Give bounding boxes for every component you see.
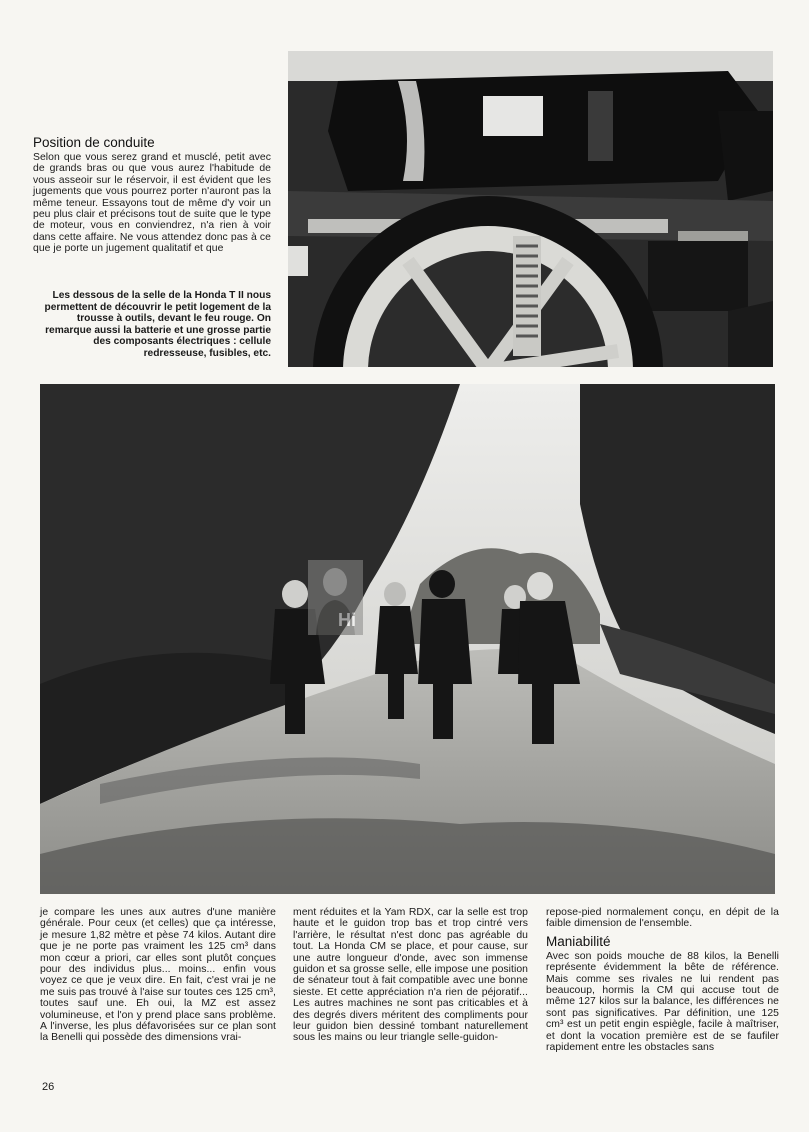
column-3-maniabilite-text: Avec son poids mouche de 88 kilos, la Benelli représente évidemment la bête de référence. Mais comme ses rivales ne lui rendent pas beaucoup, hormis la CM qui accuse tout de même 127 kilos sur la balance, les différences ne sont pas significatives. Par définition, une 125 cm³ est un petit engin espiègle, facile à maîtriser, et dont la vocation première est de se faufiler rapidement entre les obstacles sans: [546, 950, 779, 1054]
riders-forest-illustration: [40, 384, 775, 894]
watermark-text: Hi: [338, 610, 356, 630]
seat-photo-caption-block: [33, 290, 271, 360]
seat-underside-illustration: [288, 51, 773, 367]
column-2-text: ment réduites et la Yam RDX, car la selle est trop haute et le guidon trop bas et trop cintré vers l'arrière, le résultat n'est donc pas agréable du tout. La Honda CM se place, et pour cause, sur une autre longueur d'onde, avec son immense guidon et sa grosse selle, elle impose une position de sénateur tout à fait compatible avec une bonne sieste. Et cette appréciation n'a rien de péjoratif... Les autres machines ne sont pas criticables et à des degrés divers méritent des compliments pour leur guidon bien dessiné tombant naturellement sous les mains ou leur triangle selle-guidon-: [293, 907, 528, 1044]
page-number: 26: [42, 1081, 55, 1093]
column-3: [546, 907, 779, 1053]
seat-underside-photo: [288, 51, 773, 367]
seat-photo-caption: Les dessous de la selle de la Honda T II nous permettent de découvrir le petit logement de la trousse à outils, devant le feu rouge. On remarque aussi la batterie et une grosse partie des composants électriques : cellule redresseuse, fusibles, etc.: [44, 290, 271, 359]
column-1: [40, 907, 276, 1044]
position-intro-text: Selon que vous serez grand et musclé, petit avec de grands bras ou que vous aurez l'habitude de vous asseoir sur le réservoir, il est évident que les jugements que vous pourrez porter n'auront pas la même teneur. Essayons tout de même d'y voir un peu plus clair et précisons tout de suite que le type de moteur, vous en conviendrez, n'a rien à voir dans cette affaire. Ne vous attendez donc pas à ce que je porte un jugement qualitatif et que: [33, 152, 271, 255]
section-title-position: Position de conduite: [33, 135, 155, 150]
position-section: [33, 135, 271, 255]
riders-forest-road-photo: [40, 384, 775, 894]
column-2: [293, 907, 528, 1044]
watermark-logo: [308, 560, 363, 635]
column-3-top-text: repose-pied normalement conçu, en dépit de la faible dimension de l'ensemble.: [546, 907, 779, 930]
column-1-text: je compare les unes aux autres d'une manière générale. Pour ceux (et celles) que ça intéresse, je mesure 1,82 mètre et pèse 74 kilos. Autant dire que je ne porte pas vraiment les 125 cm³ dans mon cœur a priori, car elles sont plutôt conçues pour des individus plus... moins... enfin vous voyez ce que je veux dire. En fait, c'est vrai je ne me suis pas trouvé à l'aise sur toutes ces 125 cm³, toutes sauf une. Eh oui, la MZ est assez volumineuse, et l'on y prend place sans problème. A l'inverse, les plus défavorisées sur ce plan sont la Benelli qui possède des dimensions vrai-: [40, 907, 276, 1044]
section-title-maniabilite: Maniabilité: [546, 933, 611, 949]
